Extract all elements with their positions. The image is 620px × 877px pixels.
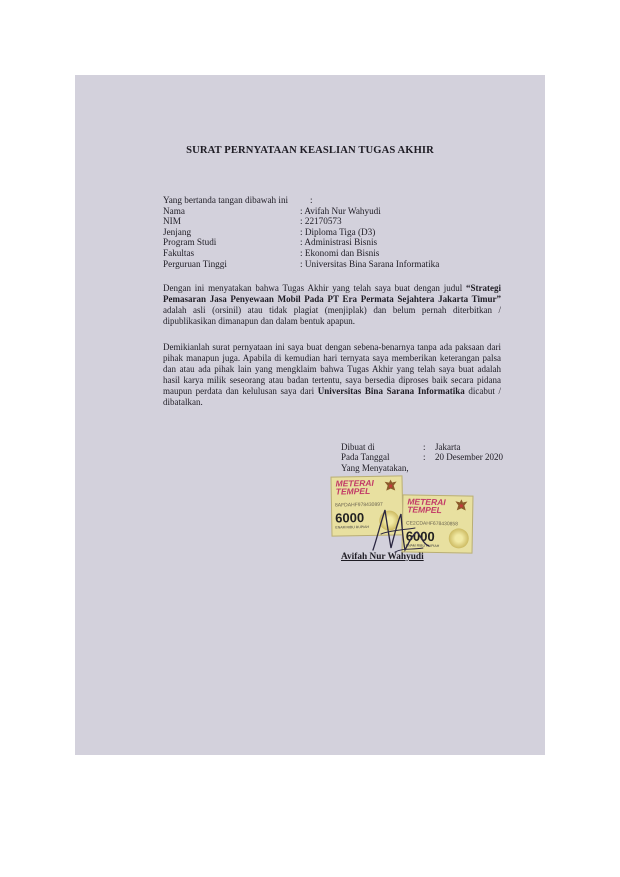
garuda-emblem-icon [383,478,399,494]
field-row-program-studi [163,237,523,248]
field-label: Program Studi [163,237,217,248]
date-label: Pada Tanggal [341,452,390,463]
declaration-paragraph [163,342,501,407]
field-label: Perguruan Tinggi [163,258,227,269]
field-label: Fakultas [163,247,195,258]
field-value: : Avifah Nur Wahyudi [300,205,381,216]
place-value: Jakarta [435,442,461,452]
stamp-hologram-icon [449,528,469,548]
scanned-page [75,75,545,755]
statement-paragraph [163,283,501,327]
field-value: : Diploma Tiga (D3) [300,226,376,237]
field-value: : Universitas Bina Sarana Informatika [300,258,440,269]
place-row [341,442,541,452]
handwritten-signature [367,500,437,558]
field-row-name [163,206,523,217]
declaration-text-end: dicabut / dibatalkan. [163,385,502,407]
statement-text: Dengan ini menyatakan bahwa Tugas Akhir yang telah saya buat dengan judul [163,283,466,293]
field-label: Jenjang [163,226,192,237]
university-name: Universitas Bina Sarana Informatika [317,385,465,396]
field-row-perguruan-tinggi [163,259,523,270]
signature-block [341,442,541,473]
signer-name: Avifah Nur Wahyudi [341,552,424,562]
place-separator: : [423,442,426,452]
field-row-fakultas [163,248,523,259]
field-label: NIM [163,216,181,227]
field-label: Nama [163,205,185,216]
stamp-value: 6000 [405,528,435,544]
stamp-serial: 8AFDAHF978430897 [334,501,383,509]
intro-label: Yang bertanda tangan dibawah ini [163,195,289,205]
field-value: : Ekonomi dan Bisnis [300,247,380,258]
declarant-label: Yang Menyatakan, [341,462,409,473]
stamp-value: 6000 [335,510,365,526]
identity-block [163,195,523,269]
date-separator: : [423,452,426,463]
stamp-title-line1: METERAI [335,477,374,489]
intro-separator: : [310,195,313,205]
stamp-value-words: ENAM RIBU RUPIAH [405,543,440,549]
stamp-serial: CE2CDAHF678430858 [405,520,459,528]
place-label: Dibuat di [341,442,375,452]
field-row-jenjang [163,227,523,238]
statement-text-end: adalah asli (orsinil) atau tidak plagiat (menjiplak) dan belum pernah diterbitkan / dipublikasikan dimanapun dan dalam bentuk apapun. [163,304,501,326]
stamp-title [336,479,375,496]
declaration-text: Demikianlah surat pernyataan ini saya buat dengan sebena-benarnya tanpa ada paksaan dari pihak manapun juga. Apabila di kemudian hari ternyata saya memberikan keterangan palsa dan atau ada pihak lain yang mengklaim bahwa Tugas Akhir yang telah saya buat adalah hasil karya milik seseorang atau badan tertentu, saya bersedia diproses baik secara pidana maupun perdata dan kelulusan saya dari [163,342,501,396]
field-value: : Administrasi Bisnis [300,237,378,248]
date-row [341,452,541,462]
stamp-title-line2: TEMPEL [407,504,442,516]
stamp-value-words: ENAM RIBU RUPIAH [335,524,370,530]
document-title: SURAT PERNYATAAN KEASLIAN TUGAS AKHIR [186,145,434,156]
date-value: 20 Desember 2020 [435,452,503,463]
field-row-nim [163,216,523,227]
stamp-title-line2: TEMPEL [335,485,371,497]
stamp-title-line1: METERAI [407,496,446,508]
field-value: : 22170573 [300,216,342,227]
thesis-title: “Strategi Pemasaran Jasa Penyewaan Mobil Pada PT Era Permata Sejahtera Jakarta Timur” [163,283,501,304]
intro-row [163,195,523,206]
garuda-emblem-icon [453,498,469,514]
